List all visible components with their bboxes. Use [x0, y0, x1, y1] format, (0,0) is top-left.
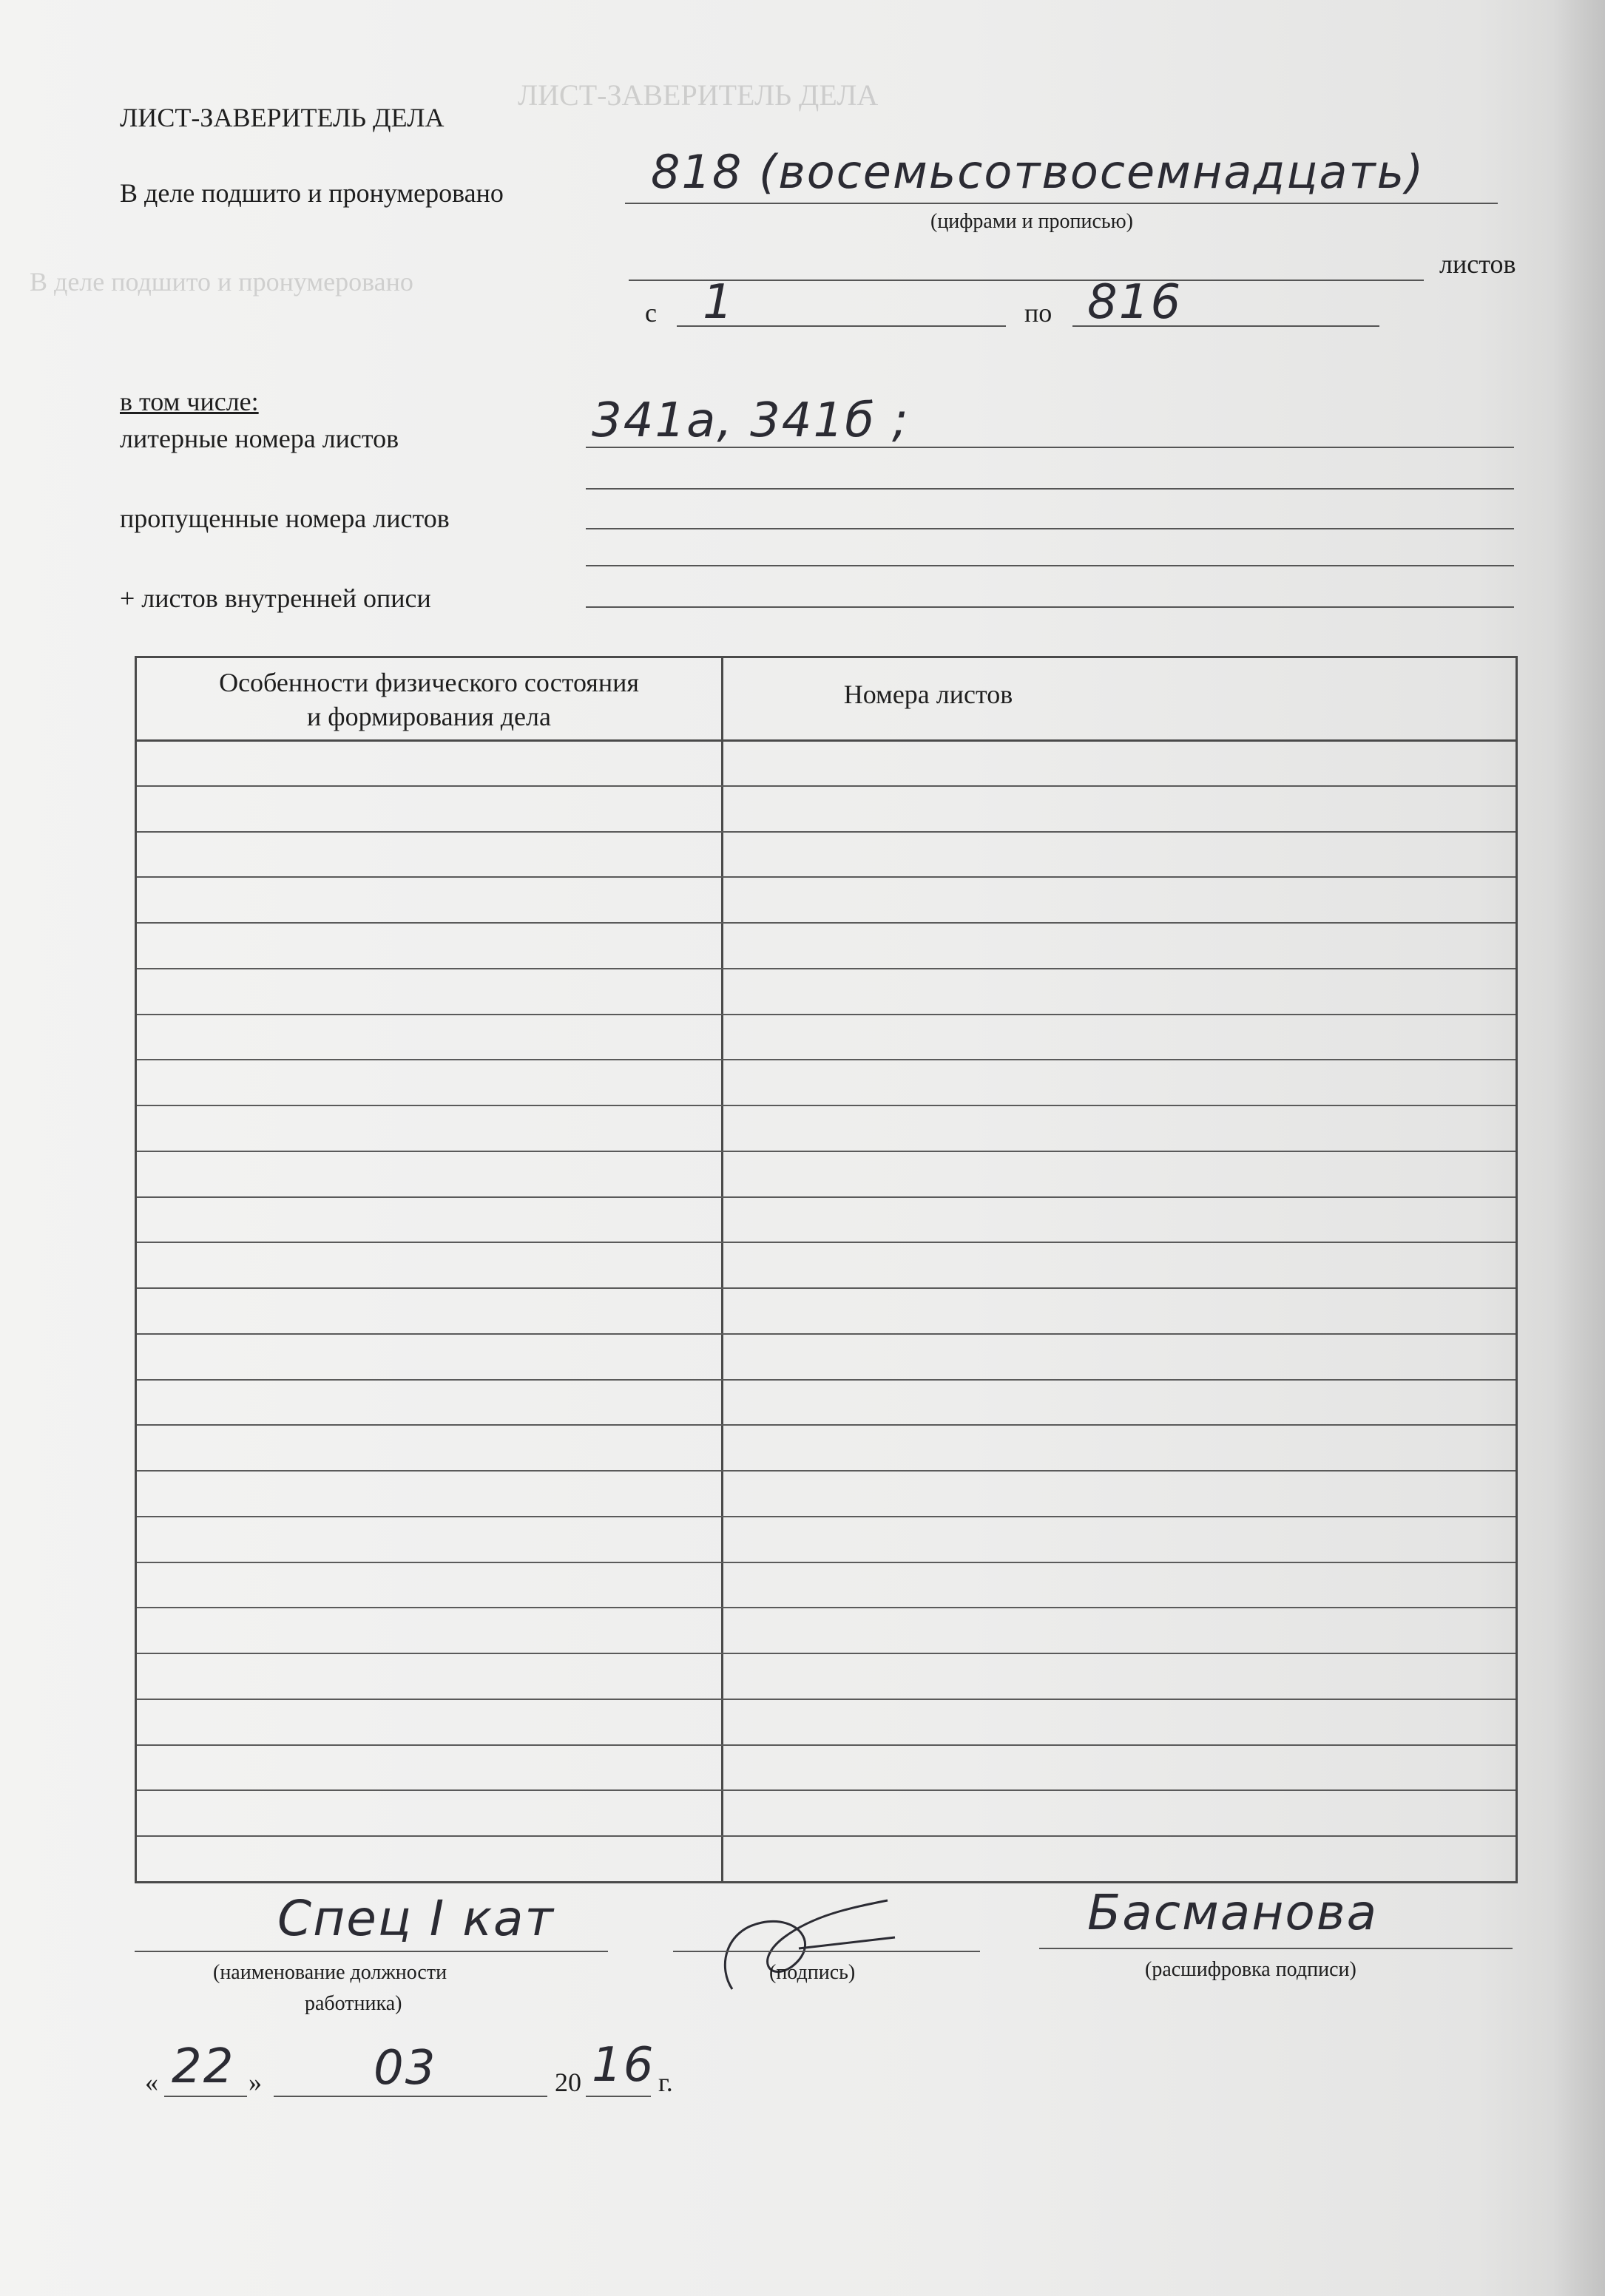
from-label: с	[645, 298, 657, 328]
from-handwritten-value: 1	[703, 275, 734, 330]
to-label: по	[1024, 298, 1052, 328]
table-header-divider	[137, 739, 1516, 742]
table-header-condition-line1: Особенности физического состояния	[219, 668, 639, 697]
table-row-line	[137, 1059, 1516, 1060]
table-row-line	[137, 922, 1516, 924]
table-row-line	[137, 1607, 1516, 1608]
signature-scribble	[710, 1878, 932, 2004]
missing-underline	[586, 528, 1514, 529]
table-row-line	[137, 876, 1516, 878]
decode-handwritten-value: Басманова	[1087, 1884, 1379, 1941]
show-through-text: ЛИСТ-ЗАВЕРИТЕЛЬ ДЕЛА	[518, 78, 879, 112]
filed-underline	[625, 203, 1498, 204]
inventory-underline	[586, 606, 1514, 608]
table-row-line	[137, 968, 1516, 969]
to-handwritten-value: 816	[1087, 275, 1183, 330]
filed-label: В деле подшито и пронумеровано	[120, 178, 504, 208]
filed-hint: (цифрами и прописью)	[930, 210, 1133, 233]
missing-underline-2	[586, 565, 1514, 566]
paper-edge-shadow	[1553, 0, 1605, 2296]
table-row-line	[137, 1333, 1516, 1335]
table-row-line	[137, 1196, 1516, 1198]
table-header-condition-line2: и формирования дела	[307, 702, 551, 731]
table-row-line	[137, 1014, 1516, 1015]
document-heading: ЛИСТ-ЗАВЕРИТЕЛЬ ДЕЛА	[120, 103, 445, 132]
literal-handwritten-value: 341а, 341б ;	[592, 393, 910, 448]
table-row-line	[137, 1744, 1516, 1746]
filed-handwritten-value: 818 (восемьсотвосемнадцать)	[651, 145, 1425, 199]
table-row-line	[137, 1789, 1516, 1791]
date-month: 03	[374, 2041, 437, 2096]
date-quote-close: »	[249, 2068, 262, 2097]
table-row-line	[137, 1105, 1516, 1106]
table-row-line	[137, 1151, 1516, 1152]
date-day-underline	[164, 2096, 247, 2097]
table-row-line	[137, 1699, 1516, 1700]
date-year-prefix: 20	[555, 2068, 581, 2097]
position-label-line1: (наименование должности	[213, 1961, 447, 1984]
including-label: в том числе:	[120, 387, 259, 416]
date-month-underline	[274, 2096, 547, 2097]
table-row-line	[137, 1242, 1516, 1243]
table-header-sheet-numbers: Номера листов	[843, 680, 1013, 709]
table-header-condition	[137, 666, 721, 734]
table-column-divider	[721, 658, 723, 1881]
decode-underline	[1039, 1948, 1513, 1949]
position-underline	[135, 1951, 608, 1952]
table-row-line	[137, 831, 1516, 833]
date-day: 22	[172, 2039, 235, 2094]
date-year-underline	[586, 2096, 651, 2097]
table-row-line	[137, 1424, 1516, 1426]
date-quote-open: «	[145, 2068, 158, 2097]
condition-table	[135, 656, 1518, 1883]
signature-underline	[673, 1951, 980, 1952]
position-handwritten-value: Спец I кат	[277, 1890, 555, 1947]
table-row-line	[137, 785, 1516, 787]
table-row-line	[137, 1379, 1516, 1381]
literal-underline-2	[586, 488, 1514, 490]
date-year-mark: г.	[658, 2068, 673, 2097]
table-row-line	[137, 1470, 1516, 1472]
signature-label: (подпись)	[769, 1961, 856, 1984]
table-row-line	[137, 1562, 1516, 1563]
position-label-line2: работника)	[305, 1992, 402, 2015]
missing-label: пропущенные номера листов	[120, 504, 450, 533]
table-row-line	[137, 1516, 1516, 1517]
date-year-suffix: 16	[592, 2038, 655, 2093]
literal-label: литерные номера листов	[120, 424, 399, 453]
table-row-line	[137, 1835, 1516, 1837]
show-through-text: В деле подшито и пронумеровано	[30, 267, 413, 297]
filed-unit-underline	[629, 280, 1424, 281]
filed-unit: листов	[1439, 249, 1516, 279]
inventory-label: + листов внутренней описи	[120, 583, 431, 613]
decode-label: (расшифровка подписи)	[1145, 1958, 1356, 1981]
table-row-line	[137, 1287, 1516, 1289]
table-row-line	[137, 1653, 1516, 1654]
